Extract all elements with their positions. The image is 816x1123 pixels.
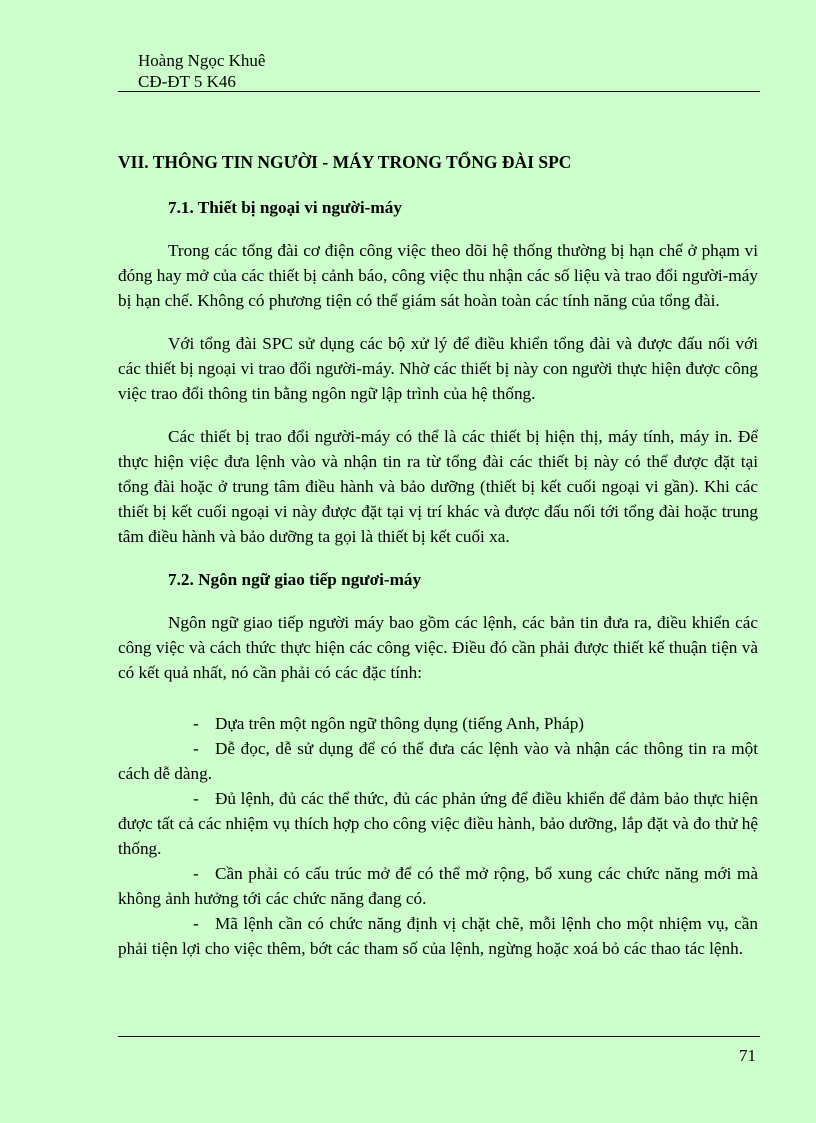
paragraph: Ngôn ngữ giao tiếp người máy bao gồm các lệnh, các bản tin đưa ra, điều khiển các công việc và cách thức thực hiện các công việc. Điều đó cần phải được thiết kế thuận tiện và có kết quả nhất, nó cần phải có các đặc tính: <box>118 613 758 682</box>
dash-marker: - <box>193 714 199 733</box>
paragraph: Các thiết bị trao đổi người-máy có thể là các thiết bị hiện thị, máy tính, máy in. Để thực hiện việc đưa lệnh vào và nhận tin ra từ tổng đài các thiết bị này có thể được đặt tại tổng đài hoặc ở trung tâm điều hành và bảo dưỡng (thiết bị kết cuối ngoại vi gần). Khi các thiết bị kết cuối ngoại vi này được đặt tại vị trí khác và được đấu nối tới tổng đài hoặc trung tâm điều hành và bảo dưỡng ta gọi là thiết bị kết cuối xa. <box>118 427 758 546</box>
page-body <box>118 150 758 961</box>
list-item: - Mã lệnh cần có chức năng định vị chặt chẽ, mỗi lệnh cho một nhiệm vụ, cần phải tiện lợi cho việc thêm, bớt các tham số của lệnh, ngừng hoặc xoá bỏ các thao tác lệnh. <box>118 911 758 961</box>
paragraph: Trong các tổng đài cơ điện công việc theo dõi hệ thống thường bị hạn chế ở phạm vi đóng hay mở của các thiết bị cảnh báo, công việc thu nhận các số liệu và trao đổi người-máy bị hạn chế. Không có phương tiện có thể giám sát hoàn toàn các tính năng của tổng đài. <box>118 241 758 310</box>
footer-rule <box>118 1036 760 1037</box>
header-author: Hoàng Ngọc Khuê <box>138 51 266 70</box>
dash-marker: - <box>193 739 199 758</box>
list-item: - Cần phải có cấu trúc mở để có thể mở rộng, bổ xung các chức năng mới mà không ảnh hưởng tới các chức năng đang có. <box>118 861 758 911</box>
page-header <box>138 50 265 92</box>
header-class: CĐ-ĐT 5 K46 <box>138 72 236 91</box>
section-title: VII. THÔNG TIN NGƯỜI - MÁY TRONG TỔNG ĐÀI SPC <box>118 152 572 172</box>
bullet-list <box>118 711 758 961</box>
dash-marker: - <box>193 789 199 808</box>
dash-marker: - <box>193 914 199 933</box>
list-item: - Đủ lệnh, đủ các thể thức, đủ các phản ứng để điều khiển để đảm bảo thực hiện được tất cả các nhiệm vụ thích hợp cho công việc điều hành, bảo dưỡng, lắp đặt và đo thử hệ thống. <box>118 786 758 861</box>
list-item: - Dễ đọc, dễ sử dụng để có thể đưa các lệnh vào và nhận các thông tin ra một cách dễ dàng. <box>118 736 758 786</box>
subsection-title-7-2: 7.2. Ngôn ngữ giao tiếp ngươi-máy <box>168 570 422 589</box>
header-rule <box>118 91 760 92</box>
page-number: 71 <box>739 1046 756 1065</box>
list-item: - Dựa trên một ngôn ngữ thông dụng (tiếng Anh, Pháp) <box>118 711 758 736</box>
subsection-title-7-1: 7.1. Thiết bị ngoại vi người-máy <box>168 198 402 217</box>
dash-marker: - <box>193 864 199 883</box>
paragraph: Với tổng đài SPC sử dụng các bộ xử lý để điều khiển tổng đài và được đấu nối với các thiết bị ngoại vi trao đổi người-máy. Nhờ các thiết bị này con người thực hiện được công việc trao đổi thông tin bằng ngôn ngữ lập trình của hệ thống. <box>118 334 758 403</box>
